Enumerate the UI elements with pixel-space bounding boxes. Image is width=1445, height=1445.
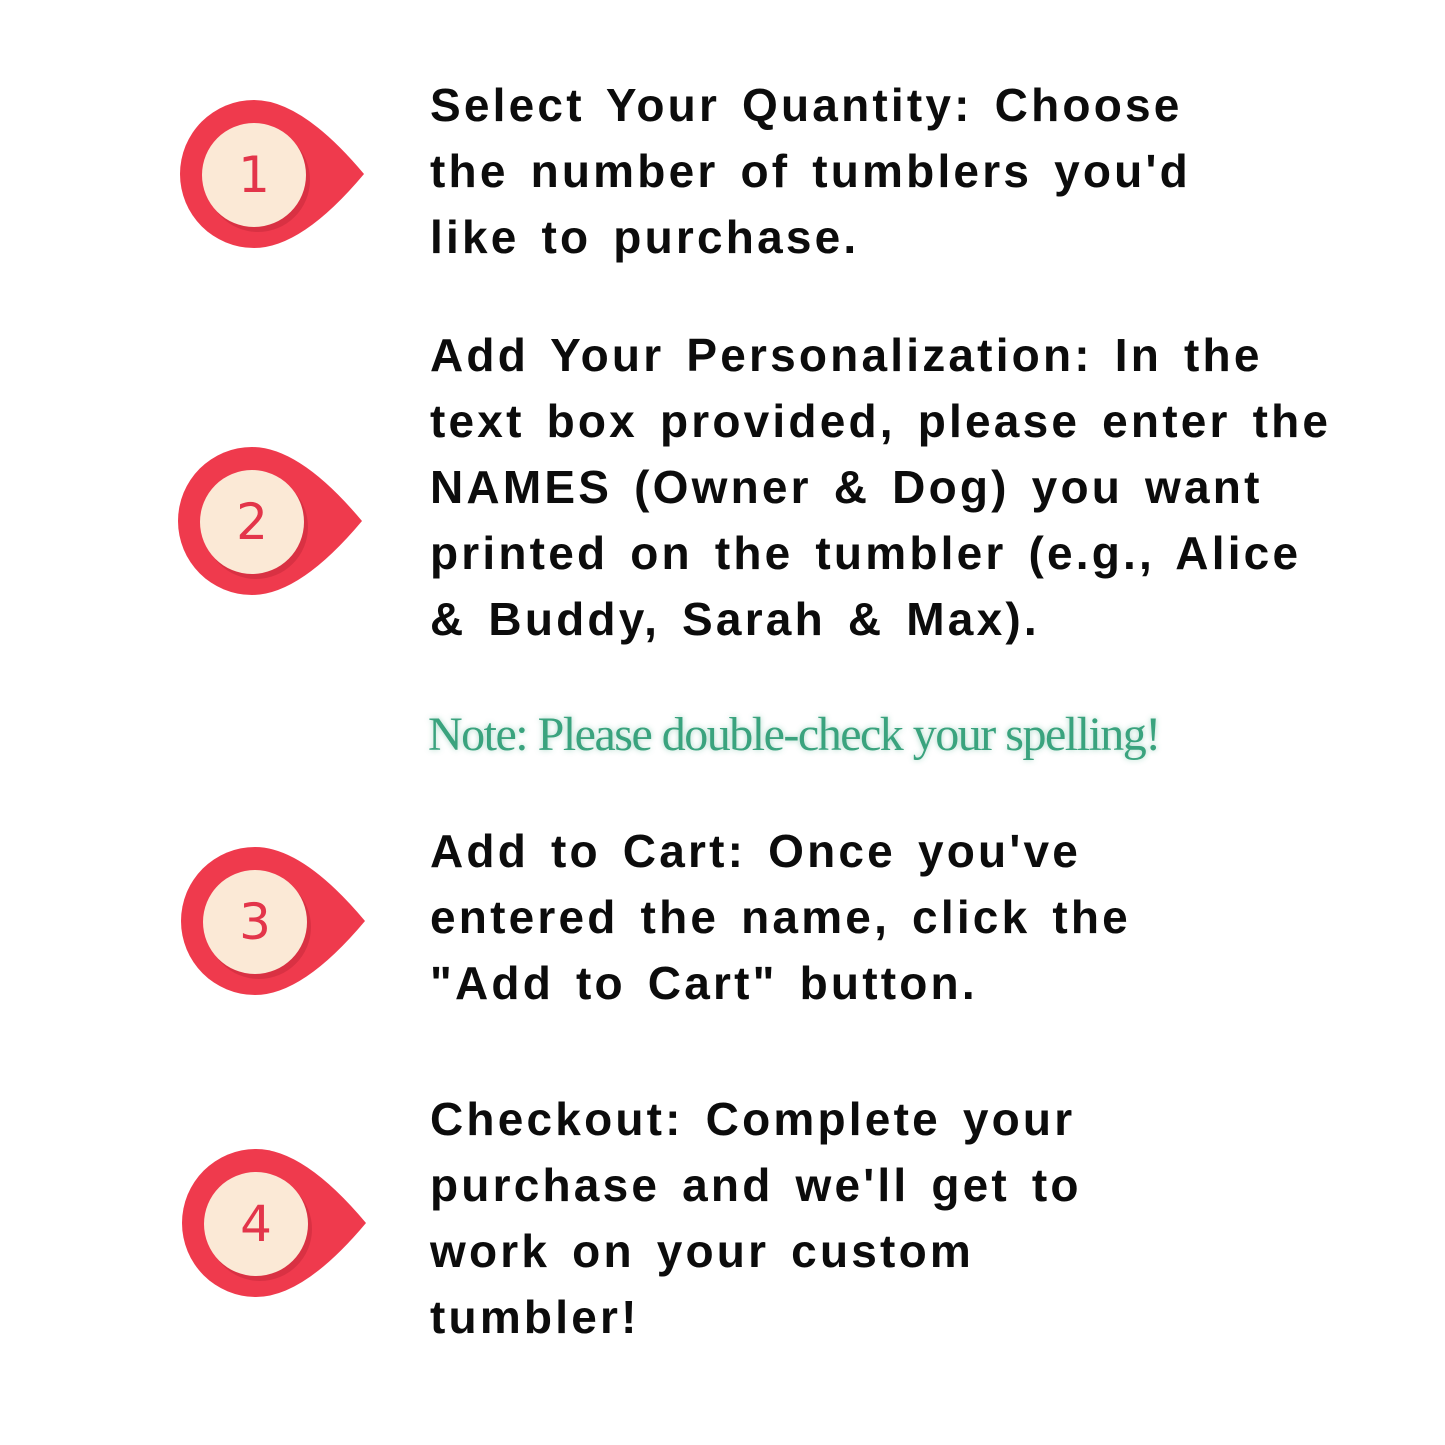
spelling-note: Note: Please double-check your spelling! (428, 708, 1160, 761)
step-3-marker (181, 837, 381, 1007)
step-2-number: 2 (236, 493, 268, 551)
step-2-text: Add Your Personalization: In the text box provided, please enter the NAMES (Owner & Dog) you want printed on the tumbler (e.g., Alice & Buddy, Sarah & Max). (430, 329, 1332, 645)
step-2-marker (178, 437, 378, 607)
step-3-number: 3 (239, 893, 271, 951)
step-3-text: Add to Cart: Once you've entered the name, click the "Add to Cart" button. (430, 825, 1131, 1009)
step-1-number: 1 (238, 146, 270, 204)
step-4-marker (182, 1139, 382, 1309)
step-1-text: Select Your Quantity: Choose the number of tumblers you'd like to purchase. (430, 79, 1191, 263)
step-4-number: 4 (240, 1195, 272, 1253)
step-1-marker (180, 90, 380, 260)
step-4-text: Checkout: Complete your purchase and we'll get to work on your custom tumbler! (430, 1093, 1082, 1343)
